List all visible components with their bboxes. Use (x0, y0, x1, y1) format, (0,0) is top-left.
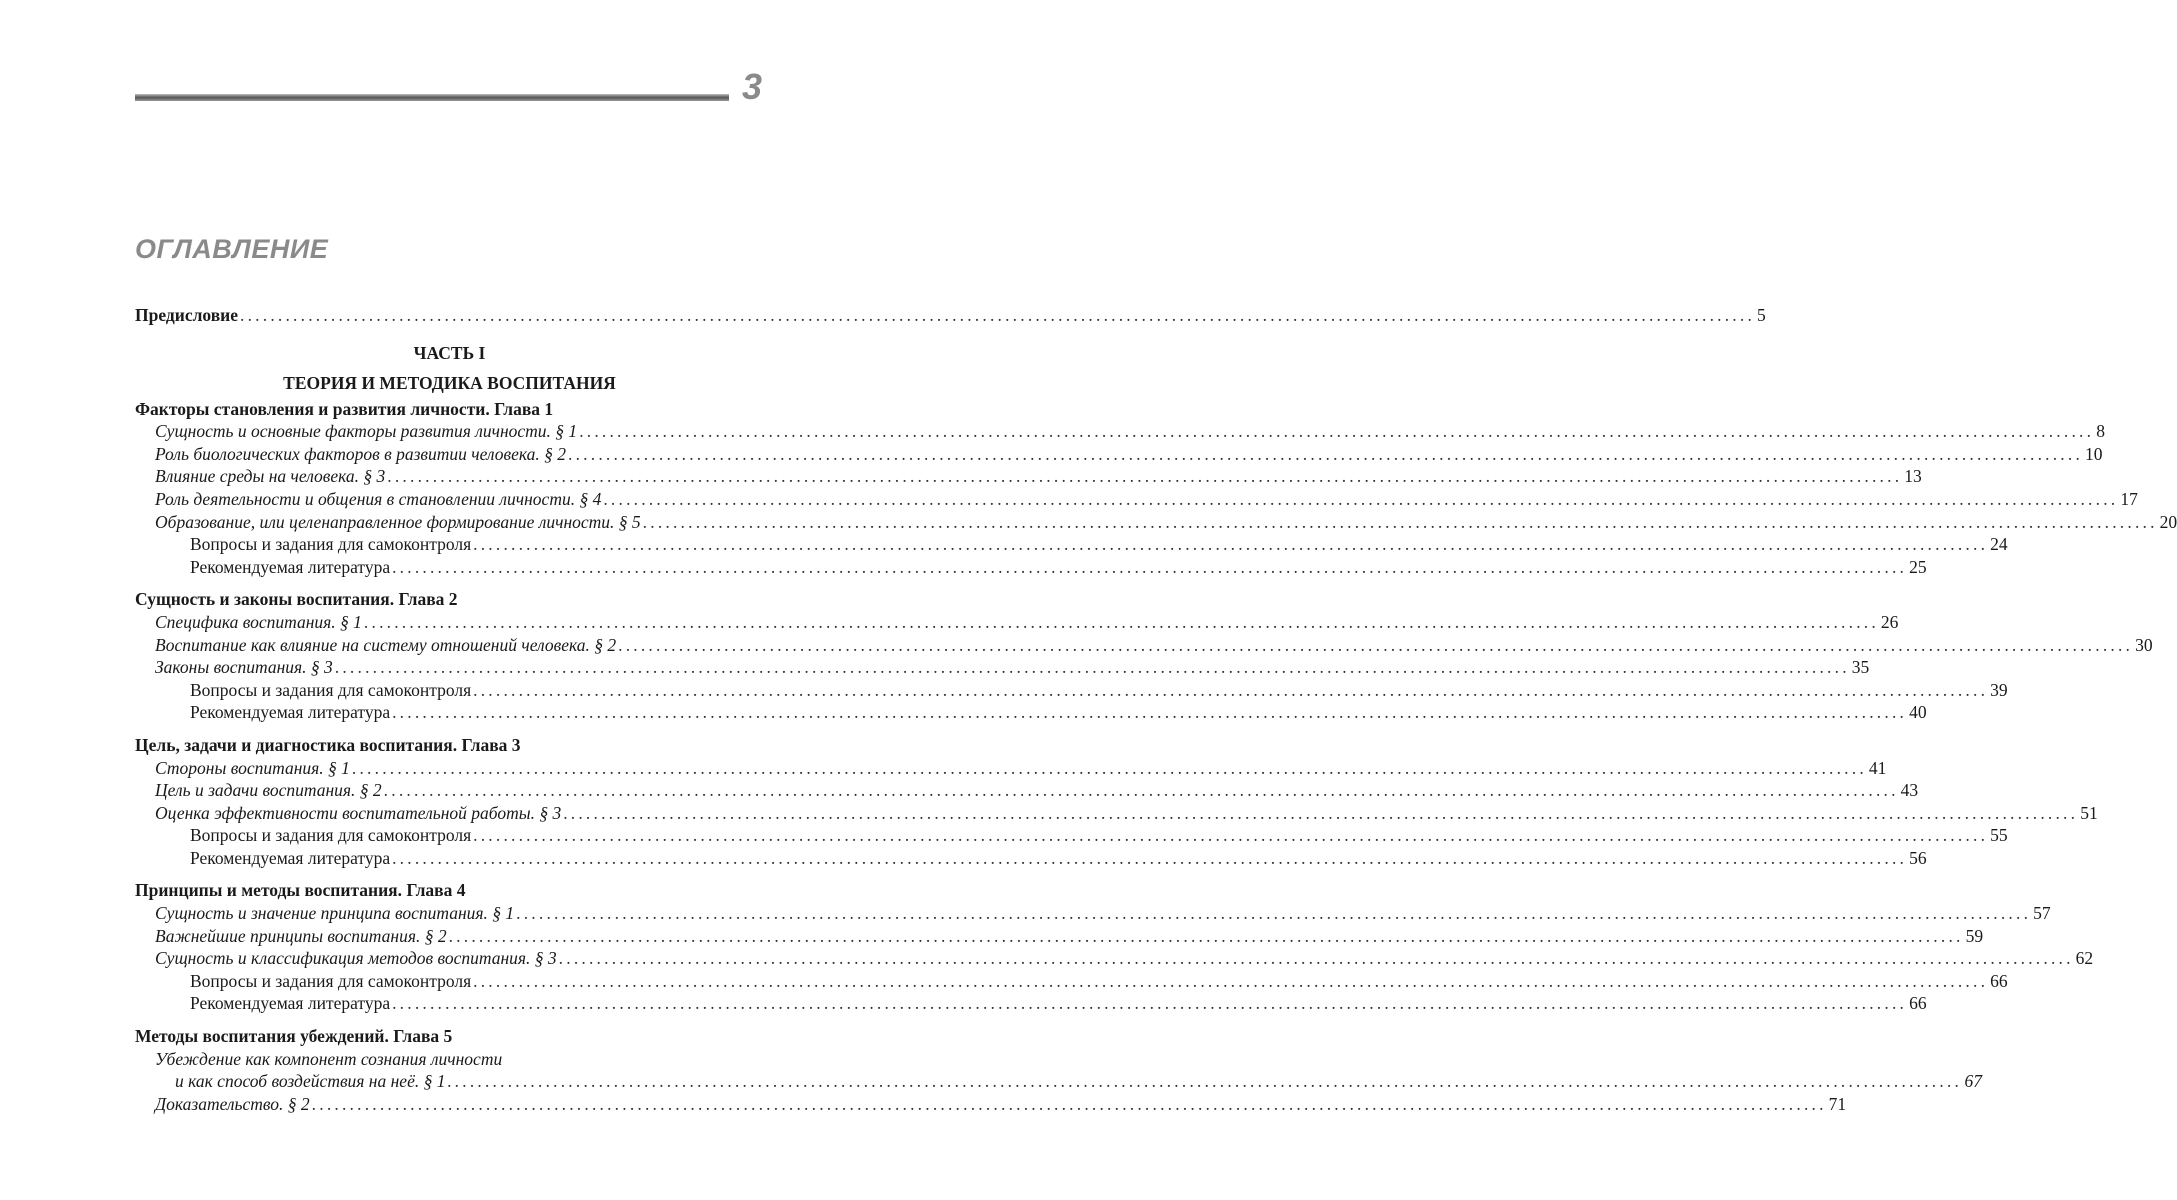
dot-leader: ........................................................................................................................................................................................................ (311, 1093, 1827, 1114)
entry-title: Вопросы и задания для самоконтроля (190, 679, 472, 700)
entry-page: 66 (1990, 970, 2008, 991)
entry-page: 59 (1965, 925, 1984, 946)
toc-title: ОГЛАВЛЕНИЕ (135, 234, 329, 264)
chapter-group (135, 588, 2153, 724)
header-rule (135, 94, 729, 101)
dot-leader: ........................................................................................................................................................................................................ (447, 1071, 1963, 1092)
toc-entry[interactable] (135, 420, 2105, 443)
entry-page: 41 (1868, 757, 1887, 778)
toc-entry[interactable] (135, 947, 2094, 970)
toc-entry[interactable] (135, 679, 2008, 702)
toc-entry[interactable] (135, 847, 1927, 870)
entry-page: 20 (2159, 511, 2177, 532)
dot-leader: ........................................................................................................................................................................................................ (603, 488, 2119, 509)
entry-page: 25 (1909, 556, 1927, 577)
entry-title: Рекомендуемая литература (190, 702, 391, 723)
entry-title: Важнейшие принципы воспитания. § 2 (155, 925, 447, 946)
entry-page: 10 (2085, 443, 2103, 464)
chapter-heading[interactable]: Сущность и законы воспитания. Глава 2 (135, 589, 458, 610)
entry-title: Роль деятельности и общения в становлении личности. § 4 (155, 488, 602, 509)
entry-title: Вопросы и задания для самоконтроля (190, 970, 472, 991)
entry-title: Сущность и значение принципа воспитания. § 1 (155, 903, 515, 924)
toc-entry[interactable] (135, 443, 2103, 466)
dot-leader: ........................................................................................................................................................................................................ (558, 948, 2074, 969)
table-of-contents (135, 304, 2177, 1115)
dot-leader: ........................................................................................................................................................................................................ (473, 825, 1989, 846)
entry-title: Роль биологических факторов в развитии человека. § 2 (155, 443, 567, 464)
entry-title: Законы воспитания. § 3 (155, 657, 333, 678)
chapter-heading[interactable]: Принципы и методы воспитания. Глава 4 (135, 880, 466, 901)
chapter-group (135, 734, 2098, 870)
entry-page: 57 (2033, 903, 2051, 924)
toc-entry[interactable] (135, 611, 1899, 634)
chapter-heading[interactable]: Цель, задачи и диагностика воспитания. Глава 3 (135, 734, 521, 755)
toc-entry[interactable] (135, 465, 1922, 488)
dot-leader: ........................................................................................................................................................................................................ (363, 611, 1879, 632)
toc-entry[interactable] (135, 634, 2153, 657)
entry-page: 24 (1990, 534, 2008, 555)
entry-page: 67 (1964, 1071, 1982, 1092)
dot-leader: ........................................................................................................................................................................................................ (618, 634, 2134, 655)
dot-leader: ........................................................................................................................................................................................................ (392, 847, 1908, 868)
entry-title: Специфика воспитания. § 1 (155, 611, 362, 632)
entry-title: Убеждение как компонент сознания личности (155, 1048, 503, 1069)
toc-entry[interactable] (135, 1070, 1982, 1093)
dot-leader: ........................................................................................................................................................................................................ (392, 993, 1908, 1014)
dot-leader: ........................................................................................................................................................................................................ (240, 305, 1756, 325)
toc-entry[interactable] (135, 970, 2008, 993)
entry-page: 43 (1900, 780, 1919, 801)
toc-entry-first-line[interactable] (135, 1048, 764, 1071)
page-number: 3 (742, 66, 763, 107)
dot-leader: ........................................................................................................................................................................................................ (448, 925, 1964, 946)
dot-leader: ........................................................................................................................................................................................................ (334, 657, 1850, 678)
entry-title: Доказательство. § 2 (155, 1093, 310, 1114)
toc-entry[interactable] (135, 902, 2051, 925)
dot-leader: ........................................................................................................................................................................................................ (473, 534, 1989, 555)
entry-page: 40 (1909, 702, 1927, 723)
toc-entry[interactable] (135, 779, 1919, 802)
chapter-group (135, 879, 2094, 1015)
entry-title: Рекомендуемая литература (190, 556, 391, 577)
toc-entry[interactable] (135, 656, 1870, 679)
dot-leader: ........................................................................................................................................................................................................ (351, 757, 1867, 778)
dot-leader: ........................................................................................................................................................................................................ (383, 780, 1899, 801)
toc-entry[interactable] (135, 1093, 1847, 1116)
entry-title: Стороны воспитания. § 1 (155, 757, 350, 778)
chapter-group (135, 398, 2177, 579)
entry-title: Влияние среды на человека. § 3 (155, 466, 386, 487)
entry-title: Воспитание как влияние на систему отношений человека. § 2 (155, 634, 617, 655)
entry-page: 66 (1909, 993, 1927, 1014)
dot-leader: ........................................................................................................................................................................................................ (392, 556, 1908, 577)
entry-title: Рекомендуемая литература (190, 993, 391, 1014)
entry-title: Сущность и основные факторы развития личности. § 1 (155, 421, 578, 442)
chapters (135, 398, 2177, 1116)
toc-entry[interactable] (135, 488, 2138, 511)
chapter-heading[interactable]: Факторы становления и развития личности. Глава 1 (135, 398, 554, 419)
part-label: ЧАСТЬ I (413, 342, 486, 363)
toc-entry[interactable] (135, 992, 1927, 1015)
entry-title-continuation: и как способ воздействия на неё. § 1 (175, 1071, 446, 1092)
dot-leader: ........................................................................................................................................................................................................ (563, 802, 2079, 823)
dot-leader: ........................................................................................................................................................................................................ (392, 702, 1908, 723)
toc-entry[interactable] (135, 556, 1927, 579)
toc-entry[interactable] (135, 701, 1927, 724)
entry-page: 13 (1904, 466, 1922, 487)
entry-title: Рекомендуемая литература (190, 847, 391, 868)
dot-leader: ........................................................................................................................................................................................................ (473, 970, 1989, 991)
entry-page: 17 (2120, 488, 2138, 509)
entry-page: 8 (2096, 421, 2105, 442)
toc-entry[interactable] (135, 511, 2177, 534)
toc-entry-preface[interactable] (135, 304, 1766, 327)
dot-leader: ........................................................................................................................................................................................................ (387, 466, 1903, 487)
entry-page: 35 (1851, 657, 1870, 678)
dot-leader: ........................................................................................................................................................................................................ (473, 679, 1989, 700)
entry-page: 56 (1909, 847, 1927, 868)
toc-entry[interactable] (135, 925, 1984, 948)
entry-title: Вопросы и задания для самоконтроля (190, 534, 472, 555)
entry-title: Цель и задачи воспитания. § 2 (155, 780, 382, 801)
entry-title: Вопросы и задания для самоконтроля (190, 825, 472, 846)
chapter-group (135, 1025, 1982, 1115)
entry-page: 30 (2135, 634, 2153, 655)
dot-leader: ........................................................................................................................................................................................................ (568, 443, 2084, 464)
entry-page: 71 (1828, 1093, 1847, 1114)
part-title: ТЕОРИЯ И МЕТОДИКА ВОСПИТАНИЯ (283, 372, 616, 393)
toc-entry[interactable] (135, 824, 2008, 847)
entry-title: Сущность и классификация методов воспитания. § 3 (155, 948, 557, 969)
entry-title: Оценка эффективности воспитательной работы. § 3 (155, 802, 562, 823)
entry-page: 5 (1757, 305, 1766, 325)
dot-leader: ........................................................................................................................................................................................................ (516, 903, 2032, 924)
entry-page: 51 (2080, 802, 2098, 823)
toc-entry[interactable] (135, 802, 2098, 825)
entry-title: Образование, или целенаправленное формирование личности. § 5 (155, 511, 641, 532)
dot-leader: ........................................................................................................................................................................................................ (642, 511, 2158, 532)
toc-entry[interactable] (135, 757, 1887, 780)
entry-page: 55 (1990, 825, 2008, 846)
entry-page: 26 (1880, 611, 1899, 632)
entry-page: 39 (1990, 679, 2008, 700)
entry-page: 62 (2075, 948, 2094, 969)
entry-title: Предисловие (135, 305, 239, 325)
dot-leader: ........................................................................................................................................................................................................ (579, 421, 2095, 442)
chapter-heading[interactable]: Методы воспитания убеждений. Глава 5 (135, 1026, 453, 1047)
toc-entry[interactable] (135, 533, 2008, 556)
